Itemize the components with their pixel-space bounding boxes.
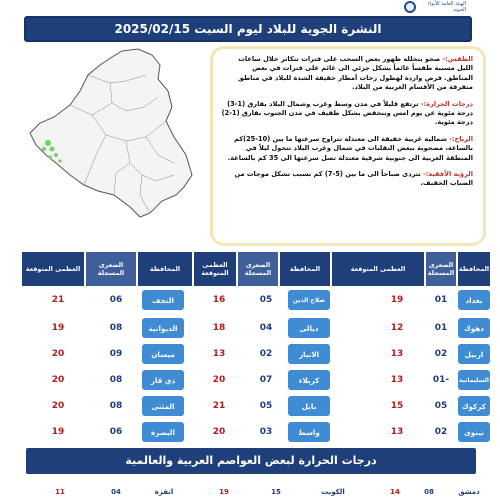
forecast-temperature [221, 100, 473, 128]
max-cell: 20 [212, 375, 226, 385]
capital-max: 11 [55, 488, 65, 496]
forecast-visibility [221, 170, 473, 189]
min-cell: 06 [109, 427, 123, 437]
temperature-label: درجات الحرارة:- [420, 99, 473, 108]
province-cell: واسط [288, 422, 330, 442]
header-min: الصغرى المسجلة [238, 252, 278, 286]
province-cell: الديوانية [142, 318, 184, 338]
visibility-text: تتردى صباحاً الى ما بين (5-7) كم بسبب تشكل موجات من الضباب الخفيف. [234, 170, 473, 188]
header-province: المحافظة [458, 252, 490, 286]
temperature-text: ترتفع قليلاً في مدن وسط وغرب وشمال البلاد بفارق (1-3) درجة مئوية عن يوم امس وتنخفض بشكل طفيف في مدن الجنوب بفارق (1-2) درجة مئوية. [221, 99, 473, 127]
max-cell: 20 [51, 401, 65, 411]
capital-name: دمشق [446, 484, 492, 500]
province-cell: اربيل [458, 344, 490, 364]
min-cell: 03 [259, 427, 273, 437]
min-cell: 04 [259, 323, 273, 333]
wind-text: شمالية غربية خفيفة الى معتدلة تتراوح سرعتها ما بين (10-25)كم بالساعة، مصحوبة ببعض التقلبات في شمال وغرب البلاد تتحول ليلاً في المنطقة الغربية الى جنوبية شرقية معتدلة تصل سرعتها الى 35 كم بالساعة. [227, 134, 473, 162]
capital-max: 14 [390, 488, 400, 496]
min-cell: 08 [109, 323, 123, 333]
capitals-title: درجات الحرارة لبعض العواصم العربية والعالمية [26, 448, 476, 474]
capital-min: 15 [271, 488, 281, 496]
min-cell: 05 [259, 295, 273, 305]
max-cell: 19 [51, 323, 65, 333]
min-cell: 02 [259, 349, 273, 359]
min-cell: 08 [109, 401, 123, 411]
max-cell: 12 [390, 323, 404, 333]
agency-logo [400, 0, 470, 14]
weather-text: صحو يتخلله ظهور بعض السحب على فترات تتكاثر خلال ساعات الليل مسببة طقساً غائماً بشكل جزئي الى غائم على فترات في بعض المناطق. [238, 55, 473, 82]
weather-label: الطقس:- [442, 55, 473, 63]
max-cell: 13 [390, 375, 404, 385]
min-cell: 02 [434, 427, 448, 437]
province-cell: ميسان [142, 344, 184, 364]
forecast-wind [221, 135, 473, 163]
province-cell: بغداد [458, 290, 490, 310]
max-cell: 13 [390, 427, 404, 437]
capital-name: الكويت [298, 484, 368, 500]
min-cell: 05 [434, 401, 448, 411]
min-cell: 02 [434, 349, 448, 359]
province-cell: ذي قار [142, 370, 184, 390]
province-cell: بابل [288, 396, 330, 416]
visibility-label: الرؤية الأفقية:- [422, 170, 473, 179]
capital-min: 08 [424, 488, 434, 496]
province-cell: السليمانية [458, 370, 490, 390]
capital-name: انقرة [138, 484, 190, 500]
emblem-icon [404, 1, 416, 13]
logo-text: الهيئة العامة للأنواء الجوية [427, 1, 466, 13]
capitals-row [22, 484, 492, 500]
header-min: الصغرى المسجلة [86, 252, 136, 286]
bulletin-title: النشرة الجوية للبلاد ليوم السبت 2025/02/15 [24, 16, 472, 42]
min-cell: 08 [109, 375, 123, 385]
header-max: العظمى المتوقعة [332, 252, 424, 286]
province-cell: المثنى [142, 396, 184, 416]
max-cell: 16 [212, 295, 226, 305]
iraq-map [26, 45, 202, 245]
header-province: المحافظة [280, 252, 330, 286]
min-cell: 01 [434, 323, 448, 333]
max-cell: 21 [51, 295, 65, 305]
header-province: المحافظة [138, 252, 192, 286]
capital-min: 04 [111, 488, 121, 496]
forecast-weather [221, 55, 473, 93]
max-cell: 20 [212, 427, 226, 437]
province-cell: الانبار [288, 344, 330, 364]
iraq-outline [30, 49, 192, 217]
province-cell: كربلاء [288, 370, 330, 390]
max-cell: 20 [51, 349, 65, 359]
capital-max: 19 [219, 488, 229, 496]
province-cell: ديالى [288, 318, 330, 338]
forecast-panel [210, 46, 486, 246]
province-cell: كركوك [458, 396, 490, 416]
min-cell: 07 [259, 375, 273, 385]
min-cell: 01- [432, 375, 450, 385]
province-cell: النجف [142, 290, 184, 310]
province-cell: صلاح الدين [288, 290, 330, 310]
header-min: الصغرى المسجلة [426, 252, 456, 286]
province-cell: البصرة [142, 422, 184, 442]
max-cell: 13 [390, 349, 404, 359]
max-cell: 20 [51, 375, 65, 385]
iraq-map-svg [26, 45, 202, 245]
weather-text-2: فرص واردة لهطول زخات أمطار خفيفة الشدة للبلاد في مناطق متفرقة من الأقسام الغربية من البلاد. [238, 73, 473, 92]
max-cell: 19 [51, 427, 65, 437]
max-cell: 18 [212, 323, 226, 333]
min-cell: 06 [109, 295, 123, 305]
province-cell: نينوى [458, 422, 490, 442]
header-max: العظمى المتوقعة [194, 252, 236, 286]
header-max: العظمى المتوقعة [22, 252, 84, 286]
max-cell: 19 [390, 295, 404, 305]
wind-label: الرياح:- [449, 134, 473, 143]
min-cell: 05 [259, 401, 273, 411]
province-cell: دهوك [458, 318, 490, 338]
max-cell: 15 [390, 401, 404, 411]
max-cell: 13 [212, 349, 226, 359]
min-cell: 09 [109, 349, 123, 359]
min-cell: 01 [434, 295, 448, 305]
max-cell: 21 [212, 401, 226, 411]
